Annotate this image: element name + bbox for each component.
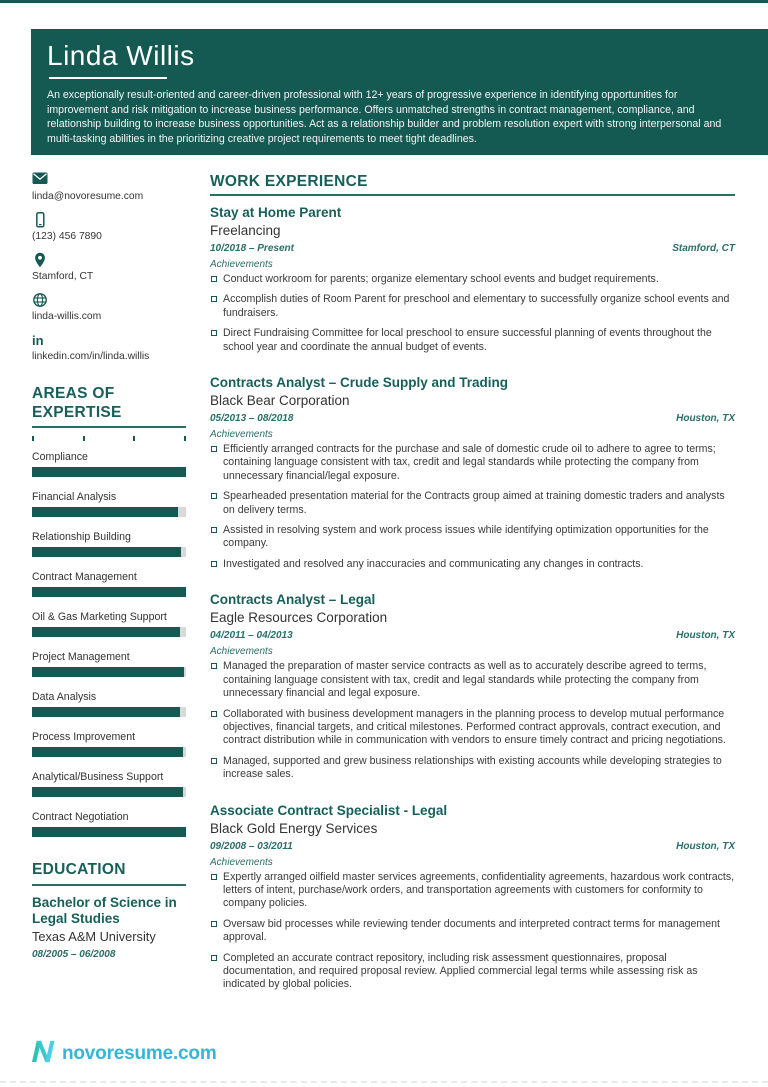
skill-bar-fill — [32, 827, 186, 837]
square-bullet-icon — [211, 527, 217, 533]
work-experience-title: WORK EXPERIENCE — [210, 173, 368, 190]
skill-item-oil-gas-marketing — [32, 611, 186, 637]
skill-label: Data Analysis — [32, 691, 97, 703]
work-experience-section — [210, 172, 735, 1013]
skill-item-contract-negotiation — [32, 811, 186, 837]
scale-tick — [133, 436, 135, 441]
education-school: Texas A&M University — [32, 928, 156, 944]
skill-scale-ruler — [32, 436, 186, 441]
skill-bar-fill — [32, 707, 180, 717]
achievement-item: Accomplish duties of Room Parent for preschool and elementary to successfully organize school events and fundraisers. — [210, 293, 735, 320]
top-accent-strip — [0, 0, 768, 3]
skill-item-analytical-business-support — [32, 771, 186, 797]
square-bullet-icon — [211, 921, 217, 927]
summary-text: An exceptionally result-oriented and career-driven professional with 12+ years of progressive experience in identifying opportunities for improvement and risk mitigation to increase business performance. Offers unmatched strengths in contract management, compliance, and relationship building to increase business opportunities. Act as a relationship builder and problem resolution expert with strong interpersonal and multi-tasking abilities in the prioritizing creative project requirements to meet tight deadlines. — [47, 89, 722, 145]
skill-bar-fill — [32, 747, 183, 757]
job-dates: 09/2008 – 03/2011 — [210, 840, 293, 852]
skill-label: Project Management — [32, 651, 130, 663]
square-bullet-icon — [211, 874, 217, 880]
achievement-item: Efficiently arranged contracts for the purchase and sale of domestic crude oil to adhere to agree to terms; containing language consistent with tax, credit and legal standards while protecting the company from unnecessary financial/legal exposure. — [210, 443, 735, 483]
scale-tick — [83, 436, 85, 441]
skill-bar-track — [32, 627, 186, 637]
skill-label: Analytical/Business Support — [32, 771, 164, 783]
skill-label: Contract Negotiation — [32, 811, 129, 823]
education-section — [32, 861, 186, 960]
achievement-item: Expertly arranged oilfield master services agreements, confidentiality agreements, hazardous work contracts, letters of intent, purchase/work orders, and transportation agreements with customers for conformity to company policies. — [210, 871, 735, 911]
skill-item-project-management — [32, 651, 186, 677]
achievement-list — [210, 273, 735, 354]
skill-label: Oil & Gas Marketing Support — [32, 611, 167, 623]
square-bullet-icon — [211, 561, 217, 567]
skill-label: Contract Management — [32, 571, 137, 583]
resume-header — [31, 29, 768, 155]
contact-linkedin-text[interactable]: linkedin.com/in/linda.willis — [32, 351, 150, 362]
job-title: Contracts Analyst – Legal — [210, 592, 376, 608]
achievements-label: Achievements — [210, 429, 273, 441]
skill-bar-fill — [32, 787, 183, 797]
skill-bar-fill — [32, 507, 178, 517]
email-icon — [32, 172, 186, 188]
work-experience-title-rule — [210, 194, 735, 196]
scale-tick — [32, 436, 34, 441]
expertise-title: AREAS OF EXPERTISE — [32, 385, 122, 421]
square-bullet-icon — [211, 663, 217, 669]
achievement-item: Completed an accurate contract repository, including risk assessment questionnaires, proposal documentation, and required proposal review. Applied commercial legal terms while assessing risk as indicated by global policies. — [210, 952, 735, 992]
skill-bar-track — [32, 667, 186, 677]
contact-phone-text: (123) 456 7890 — [32, 231, 102, 242]
achievement-list — [210, 871, 735, 992]
contact-email-text[interactable]: linda@novoresume.com — [32, 191, 144, 202]
sidebar — [32, 172, 186, 960]
skill-bar-track — [32, 507, 186, 517]
square-bullet-icon — [211, 446, 217, 452]
job-dates: 04/2011 – 04/2013 — [210, 630, 293, 642]
job-title: Contracts Analyst – Crude Supply and Trading — [210, 375, 509, 391]
job-company: Black Gold Energy Services — [210, 820, 378, 836]
page-cut-line — [0, 1081, 768, 1083]
skill-bar-track — [32, 747, 186, 757]
job-dates: 05/2013 – 08/2018 — [210, 413, 294, 425]
education-title: EDUCATION — [32, 861, 126, 878]
job-company: Black Bear Corporation — [210, 393, 350, 409]
skill-bar-fill — [32, 667, 184, 677]
skill-bar-track — [32, 787, 186, 797]
achievement-item: Managed the preparation of master service contracts as well as to accurately describe agreed to terms, containing language consistent with tax, credit and legal standards while protecting the company from unnecessary financial and legal exposure. — [210, 660, 735, 700]
achievement-item: Conduct workroom for parents; organize elementary school events and budget requirements. — [210, 273, 735, 286]
person-name: Linda Willis — [47, 40, 195, 71]
square-bullet-icon — [211, 276, 217, 282]
scale-tick — [184, 436, 186, 441]
skill-label: Financial Analysis — [32, 491, 117, 503]
education-degree: Bachelor of Science in Legal Studies — [32, 894, 177, 926]
job-location: Houston, TX — [676, 630, 735, 642]
location-icon — [32, 252, 186, 268]
skill-label: Process Improvement — [32, 731, 136, 743]
achievement-item: Managed, supported and grew business relationships with existing accounts while developing strategies to increase sales. — [210, 755, 735, 782]
contact-location-text: Stamford, CT — [32, 271, 94, 282]
achievement-item: Direct Fundraising Committee for local preschool to ensure successful planning of events throughout the school year and coordinate the annual budget of events. — [210, 327, 735, 354]
job-company: Freelancing — [210, 223, 281, 238]
expertise-title-rule — [32, 426, 186, 428]
skill-item-process-improvement — [32, 731, 186, 757]
contact-item-phone — [32, 212, 186, 243]
novoresume-logo-text[interactable]: novoresume.com — [62, 1042, 217, 1064]
achievements-label: Achievements — [210, 646, 273, 658]
job-location: Stamford, CT — [672, 243, 735, 254]
achievements-label: Achievements — [210, 856, 273, 868]
achievement-item: Investigated and resolved any inaccuracies and communicating any changes in contracts. — [210, 558, 735, 571]
square-bullet-icon — [211, 955, 217, 961]
job-dates: 10/2018 – Present — [210, 243, 294, 254]
education-title-rule — [32, 884, 186, 886]
achievement-item: Oversaw bid processes while reviewing tender documents and interpreted contract terms for management approval. — [210, 918, 735, 945]
achievement-list — [210, 443, 735, 571]
achievement-item: Assisted in resolving system and work process issues while identifying optimization opportunities for the company. — [210, 524, 735, 551]
job-entry-contracts-analyst-crude — [210, 375, 735, 571]
job-entry-contracts-analyst-legal — [210, 592, 735, 781]
achievements-label: Achievements — [210, 259, 273, 270]
square-bullet-icon — [211, 493, 217, 499]
skill-label: Relationship Building — [32, 531, 131, 543]
skill-bar-track — [32, 827, 186, 837]
skill-bar-track — [32, 587, 186, 597]
name-underline — [49, 77, 167, 79]
skill-item-contract-management — [32, 571, 186, 597]
job-company: Eagle Resources Corporation — [210, 610, 388, 626]
skill-bar-fill — [32, 587, 186, 597]
skill-bar-fill — [32, 547, 181, 557]
skill-item-compliance — [32, 451, 186, 477]
square-bullet-icon — [211, 296, 217, 302]
job-entry-stay-at-home-parent — [210, 205, 735, 354]
achievement-item: Spearheaded presentation material for the Contracts group aimed at training domestic traders and analysts on delivery terms. — [210, 490, 735, 517]
phone-icon — [32, 212, 186, 228]
website-icon — [32, 292, 186, 308]
square-bullet-icon — [211, 330, 217, 336]
achievement-list — [210, 660, 735, 781]
linkedin-icon: in — [32, 333, 44, 348]
job-title: Stay at Home Parent — [210, 205, 342, 220]
skill-item-financial-analysis — [32, 491, 186, 517]
skill-item-relationship-building — [32, 531, 186, 557]
job-location: Houston, TX — [676, 413, 735, 425]
novoresume-logo[interactable] — [30, 1038, 217, 1069]
skill-bar-fill — [32, 467, 186, 477]
achievement-item: Collaborated with business development managers in the planning process to develop mutual performance objectives, financial targets, and critical milestones. Performed contract approvals, contract execution, and contract distribution while in communication with vendors to ensure timely contract and pricing negotiations. — [210, 708, 735, 748]
skill-bar-track — [32, 707, 186, 717]
square-bullet-icon — [211, 758, 217, 764]
skill-item-data-analysis — [32, 691, 186, 717]
contact-item-email — [32, 172, 186, 203]
education-dates: 08/2005 – 06/2008 — [32, 948, 116, 960]
square-bullet-icon — [211, 711, 217, 717]
contact-item-location — [32, 252, 186, 283]
job-entry-associate-contract-specialist — [210, 803, 735, 992]
job-location: Houston, TX — [676, 840, 735, 852]
job-title: Associate Contract Specialist - Legal — [210, 802, 448, 818]
skill-bar-track — [32, 467, 186, 477]
novoresume-n-icon — [30, 1038, 56, 1069]
skill-bar-fill — [32, 627, 180, 637]
skill-bar-track — [32, 547, 186, 557]
skill-label: Compliance — [32, 451, 88, 463]
expertise-section — [32, 385, 186, 837]
contact-website-text[interactable]: linda-willis.com — [32, 311, 102, 322]
contact-item-website — [32, 292, 186, 323]
contact-item-linkedin — [32, 332, 186, 363]
